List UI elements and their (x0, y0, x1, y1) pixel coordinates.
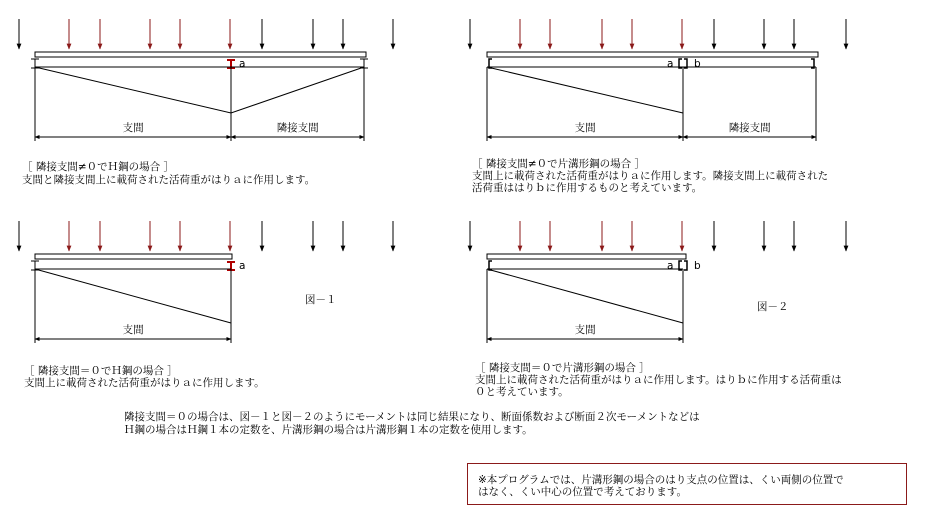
br-beam-b-section (684, 261, 687, 270)
tr-dim-adjacent-label: 隣接支間 (728, 122, 771, 134)
note-line-1: ※本プログラムでは、片溝形鋼の場合のはり支点の位置は、くい両側の位置で (478, 474, 844, 486)
tr-beam (487, 52, 818, 57)
tr-dim-span-label: 支間 (574, 122, 596, 134)
panel-title-bl: ［ 隣接支間＝０でＨ鋼の場合 ］ (24, 365, 178, 377)
tl-beam-a-section-web (230, 61, 232, 67)
panel-title-br: ［ 隣接支間＝０で片溝形鋼の場合 ］ (475, 362, 650, 374)
panel-title-tl: ［ 隣接支間≠０でＨ鋼の場合 ］ (22, 161, 174, 173)
panel-desc-tr-2: 活荷重ははりｂに作用するものと考えています。 (472, 182, 703, 194)
panel-desc-br-1: 支間上に載荷された活荷重がはりａに作用します。はりｂに作用する活荷重は (475, 374, 842, 386)
panel-title-tr: ［ 隣接支間≠０で片溝形鋼の場合 ］ (472, 158, 645, 170)
tl-dim-adjacent-label: 隣接支間 (276, 122, 319, 134)
br-label-b: b (694, 260, 701, 272)
bl-beam-a-section-flange-top (227, 261, 235, 263)
tr-label-b: b (694, 58, 701, 70)
bl-beam (35, 254, 232, 259)
panel-desc-tl: 支間と隣接支間上に載荷された活荷重がはりａに作用します。 (22, 174, 316, 186)
summary-line-1: 隣接支間＝０の場合は、図－１と図－２のようにモーメントは同じ結果になり、断面係数および断面２次モーメントなどは (124, 411, 700, 423)
figure-2-label: 図－２ (757, 301, 789, 313)
bl-beam-a-section-web (230, 263, 232, 269)
note-line-2: はなく、くい中心の位置で考えております。 (478, 486, 687, 498)
tl-label-a: a (239, 58, 246, 70)
tl-beam (35, 52, 366, 57)
br-moment-curve (487, 269, 683, 323)
program-note-box (467, 463, 907, 505)
panel-desc-br-2: ０と考えています。 (475, 386, 569, 398)
br-label-a: a (667, 260, 674, 272)
panel-desc-bl: 支間上に載荷された活荷重がはりａに作用します。 (24, 377, 265, 389)
tl-moment-curve (35, 67, 364, 113)
figure-1-label: 図－１ (305, 294, 337, 306)
bl-moment-curve (35, 269, 231, 323)
tl-beam-a-section-flange-top (227, 59, 235, 61)
bl-label-a: a (239, 260, 246, 272)
tr-label-a: a (667, 58, 674, 70)
bl-dim-span-label: 支間 (122, 324, 144, 336)
br-dim-span-label: 支間 (574, 324, 596, 336)
br-beam (487, 254, 686, 259)
br-beam-b-section-path (684, 261, 687, 270)
tl-dim-span-label: 支間 (122, 122, 144, 134)
panel-desc-tr-1: 支間上に載荷された活荷重がはりａに作用します。隣接支間上に載荷された (472, 170, 829, 182)
tr-moment-curve (487, 67, 683, 113)
summary-line-2: Ｈ鋼の場合はＨ鋼１本の定数を、片溝形鋼の場合は片溝形鋼１本の定数を使用します。 (124, 424, 533, 436)
